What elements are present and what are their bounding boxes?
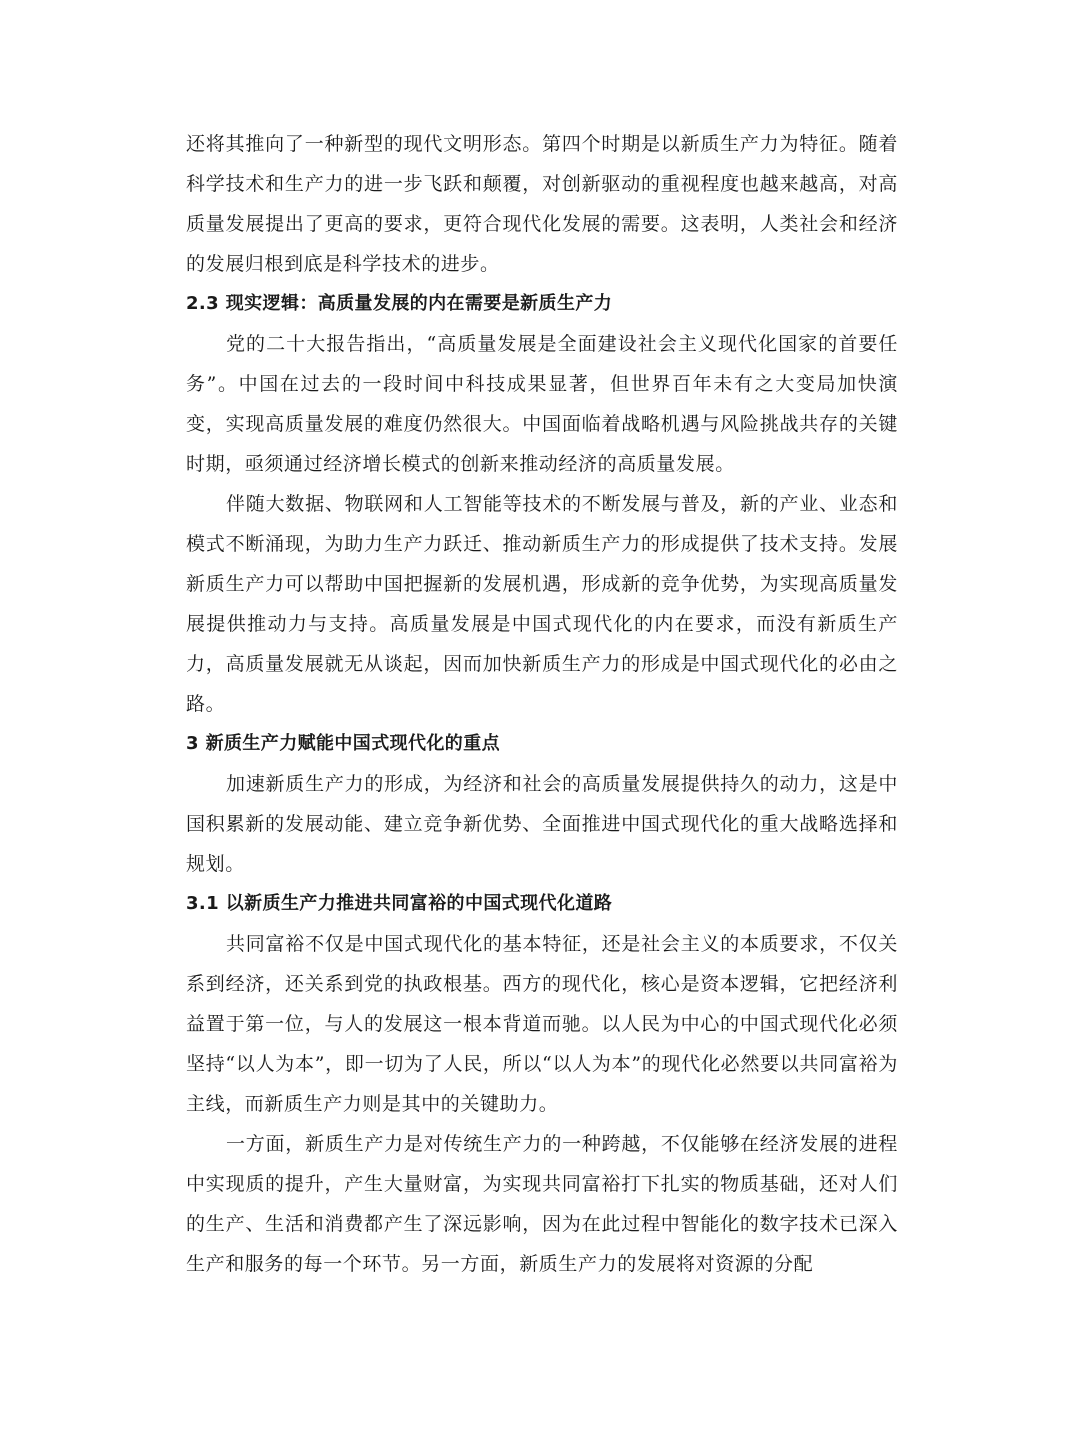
document-page [186,124,898,1284]
paragraph: 伴随大数据、物联网和人工智能等技术的不断发展与普及，新的产业、业态和模式不断涌现，为助力生产力跃迁、推动新质生产力的形成提供了技术支持。发展新质生产力可以帮助中国把握新的发展机遇，形成新的竞争优势，为实现高质量发展提供推动力与支持。高质量发展是中国式现代化的内在要求，而没有新质生产力，高质量发展就无从谈起，因而加快新质生产力的形成是中国式现代化的必由之路。 [186,493,898,715]
paragraph: 加速新质生产力的形成，为经济和社会的高质量发展提供持久的动力，这是中国积累新的发展动能、建立竞争新优势、全面推进中国式现代化的重大战略选择和规划。 [186,773,898,875]
section-heading-3-1: 3.1 以新质生产力推进共同富裕的中国式现代化道路 [186,893,613,914]
paragraph: 党的二十大报告指出，“高质量发展是全面建设社会主义现代化国家的首要任务”。中国在过去的一段时间中科技成果显著，但世界百年未有之大变局加快演变，实现高质量发展的难度仍然很大。中国面临着战略机遇与风险挑战共存的关键时期，亟须通过经济增长模式的创新来推动经济的高质量发展。 [186,333,898,475]
paragraph: 一方面，新质生产力是对传统生产力的一种跨越，不仅能够在经济发展的进程中实现质的提升，产生大量财富，为实现共同富裕打下扎实的物质基础，还对人们的生产、生活和消费都产生了深远影响，因为在此过程中智能化的数字技术已深入生产和服务的每一个环节。另一方面，新质生产力的发展将对资源的分配 [186,1133,898,1275]
section-heading-3: 3 新质生产力赋能中国式现代化的重点 [186,733,500,754]
section-heading-2-3: 2.3 现实逻辑：高质量发展的内在需要是新质生产力 [186,293,613,314]
paragraph: 共同富裕不仅是中国式现代化的基本特征，还是社会主义的本质要求，不仅关系到经济，还关系到党的执政根基。西方的现代化，核心是资本逻辑，它把经济利益置于第一位，与人的发展这一根本背道而驰。以人民为中心的中国式现代化必须坚持“以人为本”，即一切为了人民，所以“以人为本”的现代化必然要以共同富裕为主线，而新质生产力则是其中的关键助力。 [186,933,898,1115]
paragraph-continuation: 还将其推向了一种新型的现代文明形态。第四个时期是以新质生产力为特征。随着科学技术和生产力的进一步飞跃和颠覆，对创新驱动的重视程度也越来越高，对高质量发展提出了更高的要求，更符合现代化发展的需要。这表明，人类社会和经济的发展归根到底是科学技术的进步。 [186,133,898,275]
